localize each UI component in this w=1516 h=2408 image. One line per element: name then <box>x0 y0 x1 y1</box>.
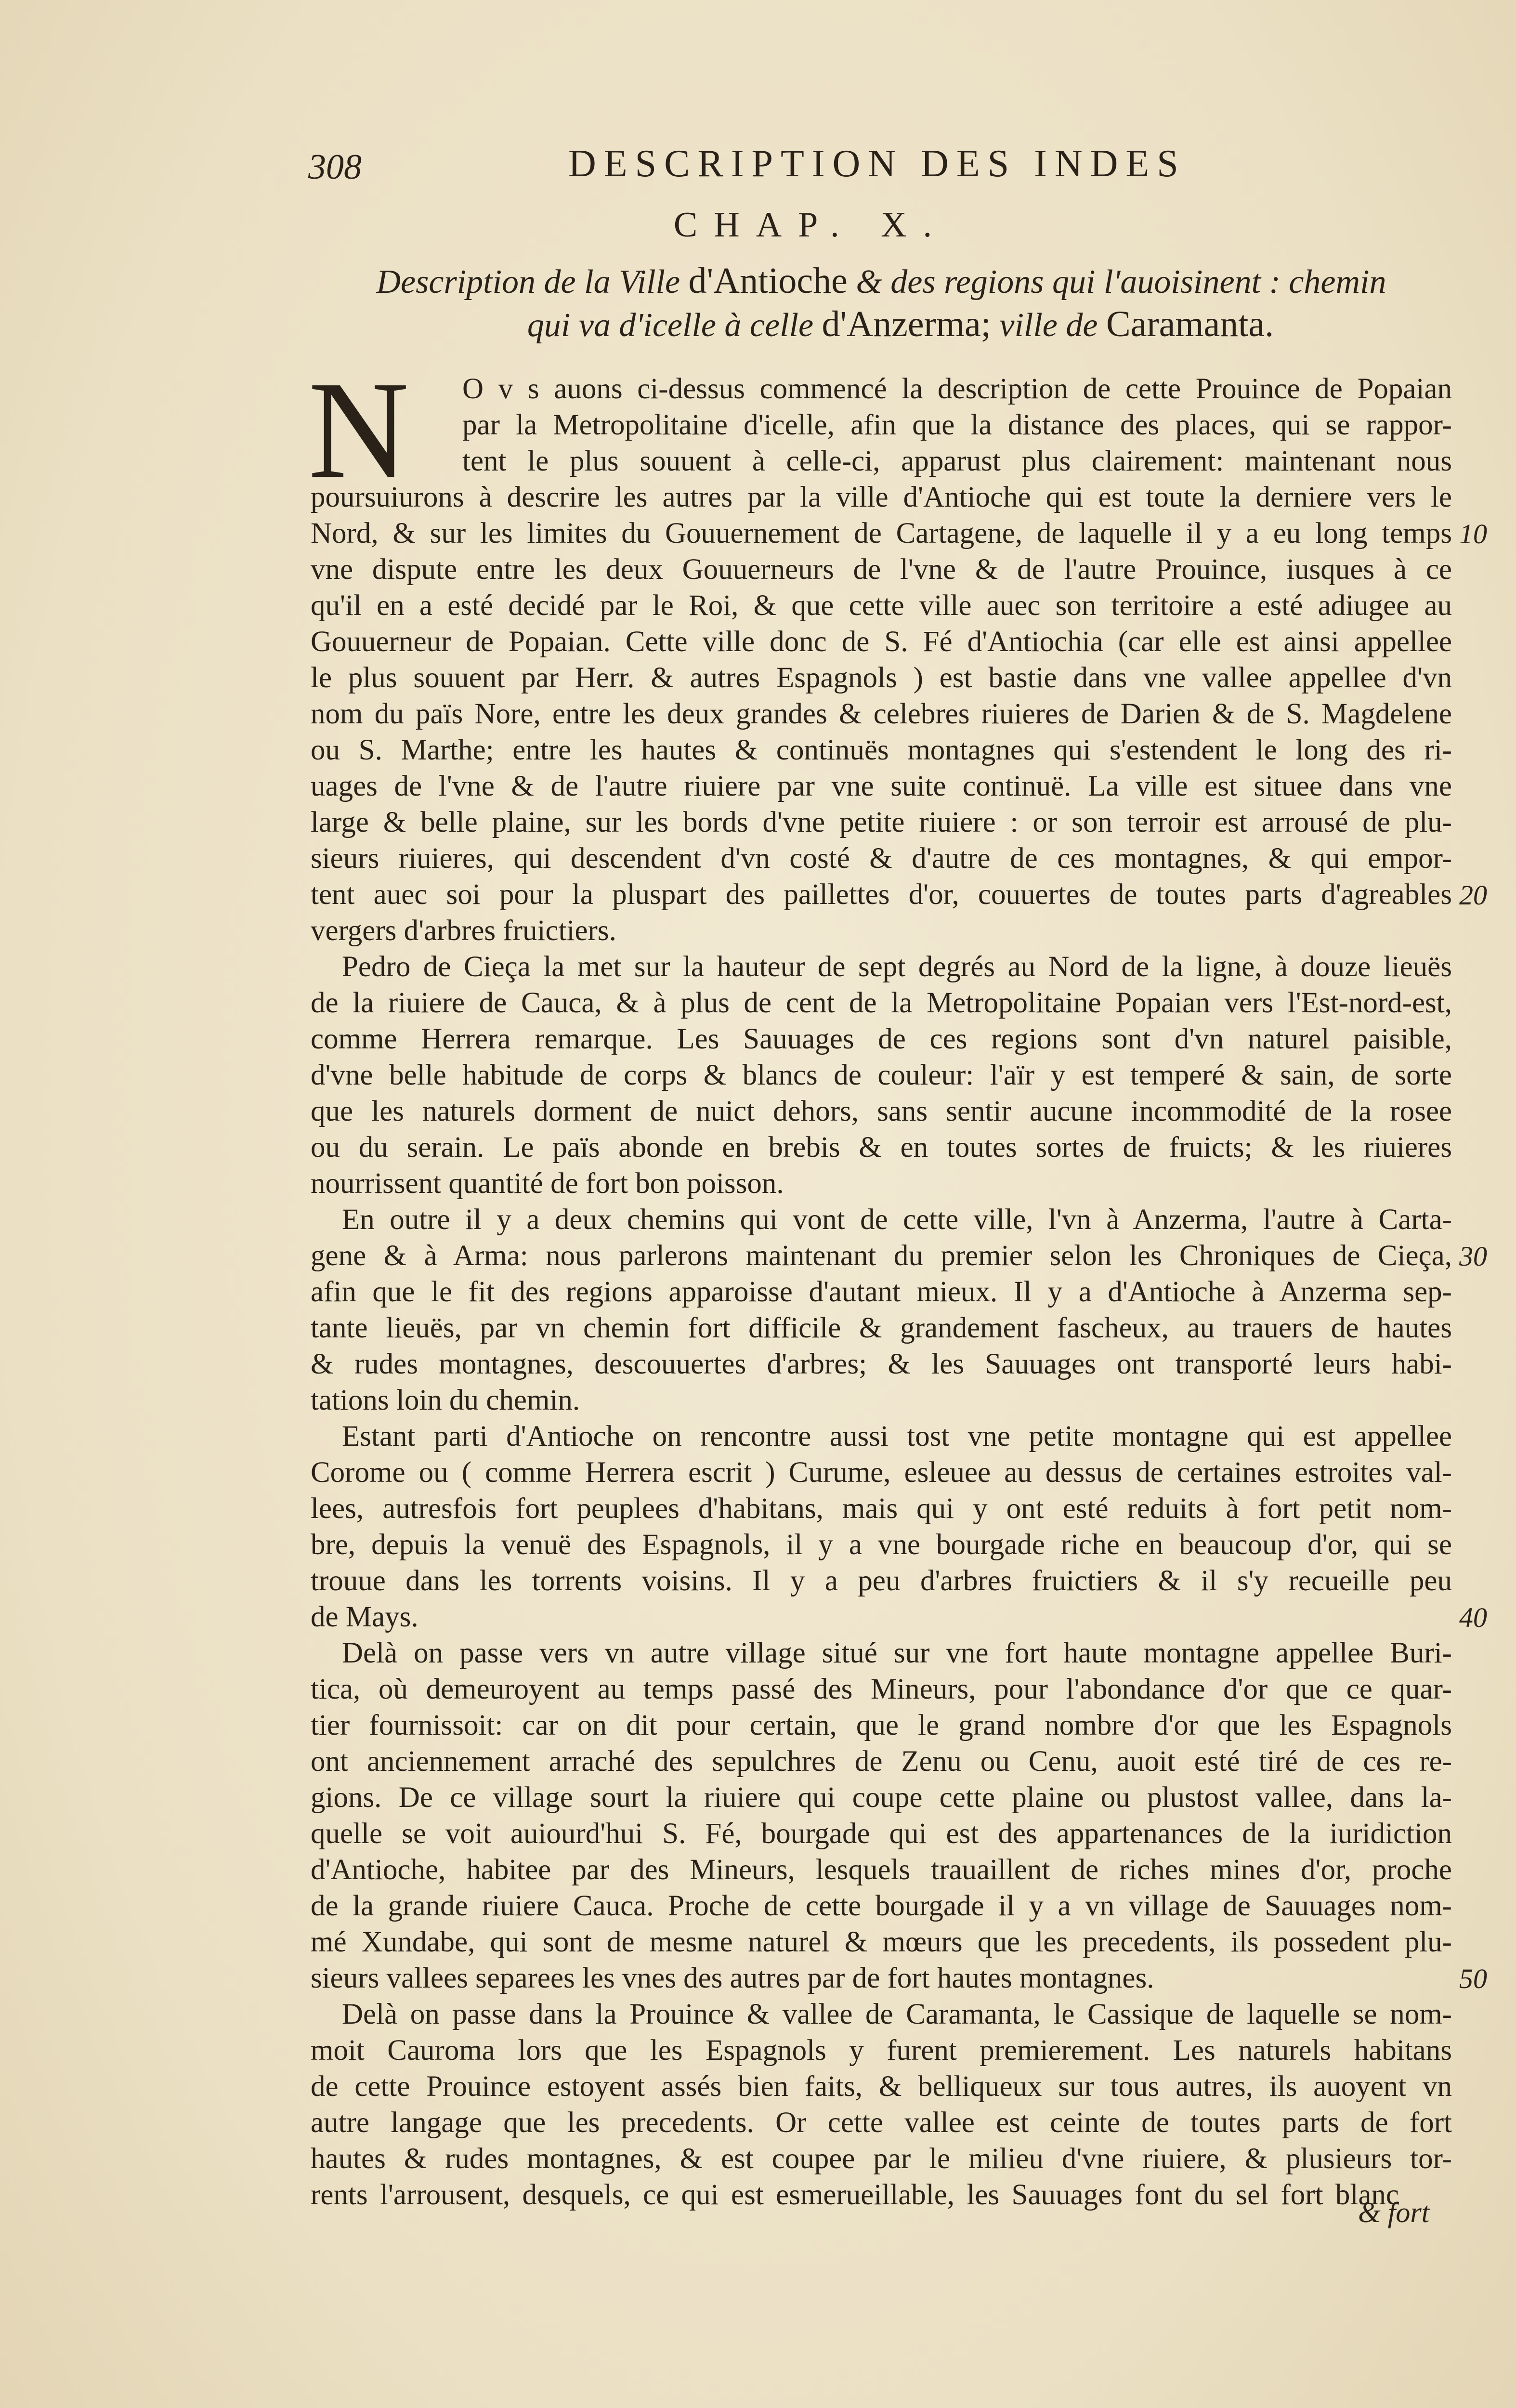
text-line: d'vne belle habitude de corps & blancs de couleur: l'aïr y est temperé & sain, de sorte <box>311 1059 1452 1091</box>
heading-text: Description de la Ville <box>376 263 680 301</box>
text-line: ont anciennement arraché des sepulchres de Zenu ou Cenu, auoit esté tiré de ces re- <box>311 1745 1452 1778</box>
text-line: tations loin du chemin. <box>311 1384 580 1416</box>
text-line: tier fournissoit: car on dit pour certain, que le grand nombre d'or que les Espagnols <box>311 1709 1452 1741</box>
text-line: trouue dans les torrents voisins. Il y a peu d'arbres fruictiers & il s'y recueille peu <box>311 1565 1452 1597</box>
heading-text: & des regions qui l'auoisinent : chemin <box>856 263 1386 301</box>
text-line: le plus souuent par Herr. & autres Espagnols ) est bastie dans vne vallee appellee d'vn <box>311 662 1452 694</box>
text-line: de la riuiere de Cauca, & à plus de cent de la Metropolitaine Popaian vers l'Est-nord-est, <box>311 987 1452 1019</box>
text-line: nourrissent quantité de fort bon poisson. <box>311 1167 784 1200</box>
page-number: 308 <box>308 147 362 187</box>
text-line: de Mays. <box>311 1601 418 1633</box>
text-line: moit Cauroma lors que les Espagnols y furent premierement. Les naturels habitans <box>311 2034 1452 2067</box>
chapter-title: CHAP. X. <box>673 205 949 245</box>
text-line: Nord, & sur les limites du Gouuernement de Cartagene, de laquelle il y a eu long temps <box>311 517 1452 550</box>
text-line: En outre il y a deux chemins qui vont de cette ville, l'vn à Anzerma, l'autre à Carta- <box>342 1204 1452 1236</box>
text-line: O v s auons ci-dessus commencé la description de cette Prouince de Popaian <box>462 373 1452 405</box>
text-line: tica, où demeuroyent au temps passé des Mineurs, pour l'abondance d'or que ce quar- <box>311 1673 1452 1705</box>
catchword: & fort <box>1358 2197 1430 2228</box>
text-line: gions. De ce village sourt la riuiere qui coupe cette plaine ou plustost vallee, dans la- <box>311 1781 1452 1814</box>
text-line: rents l'arrousent, desquels, ce qui est esmerueillable, les Sauuages font du sel fort blanc <box>311 2179 1399 2211</box>
running-title: DESCRIPTION DES INDES <box>568 143 1186 185</box>
text-line: que les naturels dorment de nuict dehors, sans sentir aucune incommodité de la rosee <box>311 1095 1452 1127</box>
text-line: poursuiurons à descrire les autres par la ville d'Antioche qui est toute la derniere vers le <box>311 481 1452 513</box>
text-line: lees, autresfois fort peuplees d'habitans, mais qui y ont esté reduits à fort petit nom- <box>311 1492 1452 1525</box>
line-number: 30 <box>1459 1241 1487 1272</box>
heading-text: qui va d'icelle à celle <box>527 307 814 344</box>
heading-place: d'Anzerma; <box>822 304 991 344</box>
running-head <box>308 137 1454 190</box>
text-line: ou S. Marthe; entre les hautes & continuës montagnes qui s'estendent le long des ri- <box>311 734 1452 766</box>
text-line: comme Herrera remarque. Les Sauuages de ces regions sont d'vn naturel paisible, <box>311 1023 1452 1055</box>
text-line: ou du serain. Le païs abonde en brebis & en toutes sortes de fruicts; & les riuieres <box>311 1131 1452 1164</box>
chapter-heading-line-2 <box>337 303 1445 345</box>
text-line: afin que le fit des regions apparoisse d'autant mieux. Il y a d'Antioche à Anzerma sep- <box>311 1276 1452 1308</box>
text-line: autre langage que les precedents. Or cette vallee est ceinte de toutes parts de fort <box>311 2107 1452 2139</box>
heading-place: d'Antioche <box>688 261 848 301</box>
text-line: Pedro de Cieça la met sur la hauteur de sept degrés au Nord de la ligne, à douze lieuës <box>342 951 1452 983</box>
text-line: Delà on passe dans la Prouince & vallee de Caramanta, le Cassique de laquelle se nom- <box>342 1998 1452 2030</box>
text-line: vergers d'arbres fruictiers. <box>311 915 616 947</box>
line-number: 50 <box>1459 1963 1487 1994</box>
text-line: uages de l'vne & de l'autre riuiere par vne suite continuë. La ville est situee dans vne <box>311 770 1452 802</box>
text-line: tent auec soi pour la pluspart des paillettes d'or, couuertes de toutes parts d'agreables <box>311 878 1452 911</box>
text-line: quelle se voit auiourd'hui S. Fé, bourgade qui est des appartenances de la iuridiction <box>311 1818 1452 1850</box>
text-line: Corome ou ( comme Herrera escrit ) Curume, esleuee au dessus de certaines estroites val- <box>311 1456 1452 1489</box>
text-line: & rudes montagnes, descouuertes d'arbres; & les Sauuages ont transporté leurs habi- <box>311 1348 1452 1380</box>
drop-cap: N <box>308 353 409 507</box>
text-line: qu'il en a esté decidé par le Roi, & que cette ville auec son territoire a esté adiugee au <box>311 589 1452 622</box>
text-line: de cette Prouince estoyent assés bien faits, & belliqueux sur tous autres, ils auoyent vn <box>311 2070 1452 2103</box>
text-line: sieurs riuieres, qui descendent d'vn costé & d'autre de ces montagnes, & qui empor- <box>311 842 1452 875</box>
text-line: large & belle plaine, sur les bords d'vne petite riuiere : or son terroir est arrousé de plu- <box>311 806 1452 838</box>
text-line: Estant parti d'Antioche on rencontre aussi tost vne petite montagne qui est appellee <box>342 1420 1452 1453</box>
chapter-heading-line-1 <box>337 260 1425 302</box>
heading-text: ville de <box>999 307 1098 344</box>
text-line: sieurs vallees separees les vnes des autres par de fort hautes montagnes. <box>311 1962 1154 1994</box>
text-line: d'Antioche, habitee par des Mineurs, lesquels trauaillent de riches mines d'or, proche <box>311 1854 1452 1886</box>
text-line: bre, depuis la venuë des Espagnols, il y a vne bourgade riche en beaucoup d'or, qui se <box>311 1529 1452 1561</box>
text-line: hautes & rudes montagnes, & est coupee par le milieu d'vne riuiere, & plusieurs tor- <box>311 2143 1452 2175</box>
text-line: par la Metropolitaine d'icelle, afin que la distance des places, qui se rappor- <box>462 409 1452 441</box>
text-line: tante lieuës, par vn chemin fort difficile & grandement fascheux, au trauers de hautes <box>311 1312 1452 1344</box>
text-line: gene & à Arma: nous parlerons maintenant du premier selon les Chroniques de Cieça, <box>311 1240 1452 1272</box>
line-number: 20 <box>1459 879 1487 911</box>
text-line: Delà on passe vers vn autre village situé sur vne fort haute montagne appellee Buri- <box>342 1637 1452 1669</box>
text-line: tent le plus souuent à celle-ci, apparust plus clairement: maintenant nous <box>462 445 1452 477</box>
text-line: nom du païs Nore, entre les deux grandes & celebres riuieres de Darien & de S. Magdelene <box>311 698 1452 730</box>
text-line: Gouuerneur de Popaian. Cette ville donc de S. Fé d'Antiochia (car elle est ainsi appellee <box>311 626 1452 658</box>
line-number: 10 <box>1459 518 1487 550</box>
text-line: vne dispute entre les deux Gouuerneurs de l'vne & de l'autre Prouince, iusques à ce <box>311 553 1452 586</box>
heading-place: Caramanta. <box>1106 304 1274 344</box>
text-line: mé Xundabe, qui sont de mesme naturel & mœurs que les precedents, ils possedent plu- <box>311 1926 1452 1958</box>
line-number: 40 <box>1459 1602 1487 1633</box>
text-line: de la grande riuiere Cauca. Proche de cette bourgade il y a vn village de Sauuages nom- <box>311 1890 1452 1922</box>
